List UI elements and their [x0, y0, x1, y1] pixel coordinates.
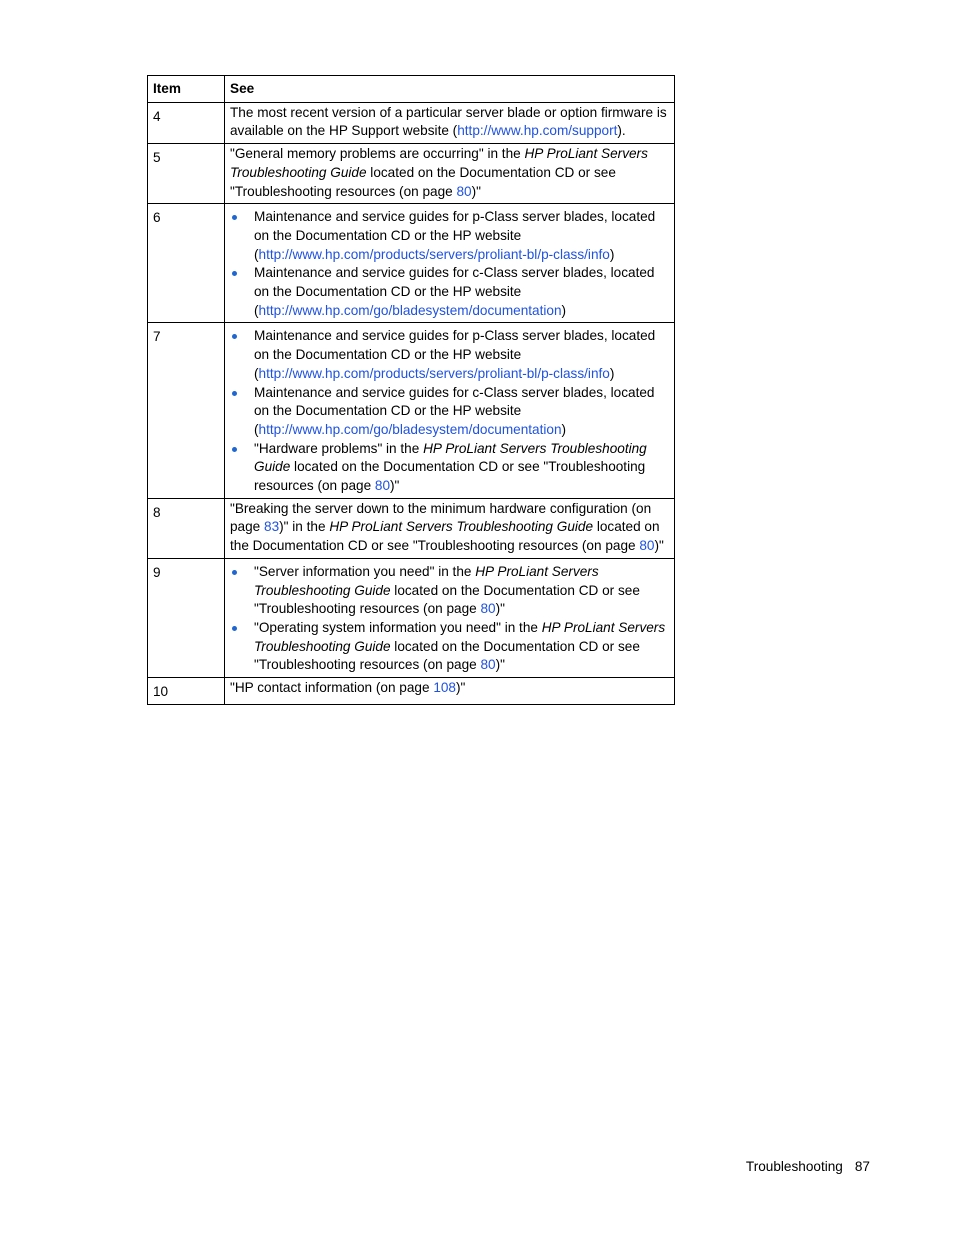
guide-title: HP ProLiant Servers Troubleshooting Guide: [329, 519, 594, 535]
item-number-cell: 4: [148, 102, 225, 143]
item-number-cell: 9: [148, 558, 225, 677]
table-row: [148, 678, 675, 705]
list-item: [230, 327, 670, 383]
text-run: ): [561, 302, 567, 318]
text-run: located on the Documentation CD or see "Troubleshooting resources (on page: [254, 638, 640, 673]
text-run: "HP contact information (on page: [230, 680, 434, 696]
url-link[interactable]: http://www.hp.com/go/bladesystem/documentation: [258, 302, 562, 318]
text-run: )": [471, 183, 481, 199]
text-run: ).: [617, 123, 626, 139]
text-run: "Operating system information you need" in the: [254, 619, 542, 635]
text-run: ): [609, 365, 615, 381]
reference-bullet-list: [230, 563, 670, 675]
table-row: [148, 498, 675, 558]
page-footer: [746, 1159, 870, 1174]
page-reference-link[interactable]: 80: [480, 657, 496, 673]
guide-title: HP ProLiant Servers Troubleshooting Guide: [254, 619, 666, 654]
item-number-cell: 8: [148, 498, 225, 558]
list-item: [230, 563, 670, 619]
reference-paragraph: [230, 500, 670, 556]
item-number-cell: 6: [148, 204, 225, 323]
table-body: [148, 102, 675, 704]
item-number-cell: 7: [148, 323, 225, 498]
text-run: "General memory problems are occurring" in the: [230, 146, 525, 162]
text-run: ): [609, 246, 615, 262]
list-item: [230, 384, 670, 440]
text-run: "Breaking the server down to the minimum hardware configuration (on page: [230, 500, 652, 535]
table-header-row: [148, 76, 675, 103]
url-link[interactable]: http://www.hp.com/support: [457, 123, 618, 139]
list-item: [230, 619, 670, 675]
text-run: Maintenance and service guides for c-Class server blades, located on the Documentation CD or the HP website (: [254, 384, 655, 437]
footer-page-number: 87: [854, 1159, 870, 1174]
text-run: )": [390, 478, 400, 494]
table-row: [148, 102, 675, 143]
text-run: )" in the: [279, 519, 330, 535]
see-reference-cell: [225, 558, 675, 677]
url-link[interactable]: http://www.hp.com/products/servers/proliant-bl/p-class/info: [258, 365, 610, 381]
text-run: "Hardware problems" in the: [254, 440, 424, 456]
text-run: located on the Documentation CD or see "Troubleshooting resources (on page: [230, 519, 660, 554]
text-run: The most recent version of a particular server blade or option firmware is available on the HP Support website (: [230, 104, 667, 139]
list-item: [230, 440, 670, 496]
guide-title: HP ProLiant Servers Troubleshooting Guide: [230, 146, 648, 180]
text-run: located on the Documentation CD or see "Troubleshooting resources (on page: [254, 582, 640, 617]
text-run: "Server information you need" in the: [254, 563, 476, 579]
guide-title: HP ProLiant Servers Troubleshooting Guide: [254, 440, 647, 475]
see-reference-cell: [225, 678, 675, 705]
column-header-see: See: [225, 76, 675, 103]
reference-table: [147, 75, 675, 705]
table-row: [148, 204, 675, 323]
footer-section-title: Troubleshooting: [745, 1159, 843, 1174]
reference-bullet-list: [230, 327, 670, 495]
text-run: )": [456, 680, 466, 696]
item-number-cell: 5: [148, 144, 225, 204]
url-link[interactable]: http://www.hp.com/go/bladesystem/documentation: [258, 421, 562, 437]
text-run: )": [495, 601, 505, 617]
item-number-cell: 10: [148, 678, 225, 705]
url-link[interactable]: http://www.hp.com/products/servers/proliant-bl/p-class/info: [258, 246, 610, 262]
page-reference-link[interactable]: 80: [374, 478, 391, 494]
table-row: [148, 558, 675, 677]
list-item: [230, 208, 670, 264]
page-reference-link[interactable]: 83: [264, 519, 280, 535]
page-reference-link[interactable]: 80: [456, 183, 472, 199]
reference-bullet-list: [230, 208, 670, 320]
table-row: [148, 323, 675, 498]
see-reference-cell: [225, 204, 675, 323]
see-reference-cell: [225, 144, 675, 204]
see-reference-cell: [225, 102, 675, 143]
text-run: ): [561, 421, 567, 437]
page-reference-link[interactable]: 108: [433, 680, 456, 696]
reference-paragraph: [230, 679, 670, 698]
text-run: )": [654, 538, 664, 554]
text-run: Maintenance and service guides for p-Class server blades, located on the Documentation CD or the HP website (: [254, 209, 656, 262]
table-row: [148, 144, 675, 204]
text-run: Maintenance and service guides for p-Class server blades, located on the Documentation CD or the HP website (: [254, 328, 656, 381]
guide-title: HP ProLiant Servers Troubleshooting Guide: [254, 563, 599, 598]
see-reference-cell: [225, 323, 675, 498]
column-header-item: Item: [148, 76, 225, 103]
reference-paragraph: [230, 104, 670, 141]
text-run: Maintenance and service guides for c-Class server blades, located on the Documentation CD or the HP website (: [254, 265, 655, 318]
text-run: )": [495, 657, 505, 673]
text-run: located on the Documentation CD or see "Troubleshooting resources (on page: [254, 459, 646, 494]
reference-paragraph: [230, 145, 670, 201]
list-item: [230, 264, 670, 320]
see-reference-cell: [225, 498, 675, 558]
text-run: located on the Documentation CD or see "Troubleshooting resources (on page: [230, 164, 616, 199]
page-reference-link[interactable]: 80: [639, 538, 655, 554]
page-reference-link[interactable]: 80: [480, 601, 496, 617]
